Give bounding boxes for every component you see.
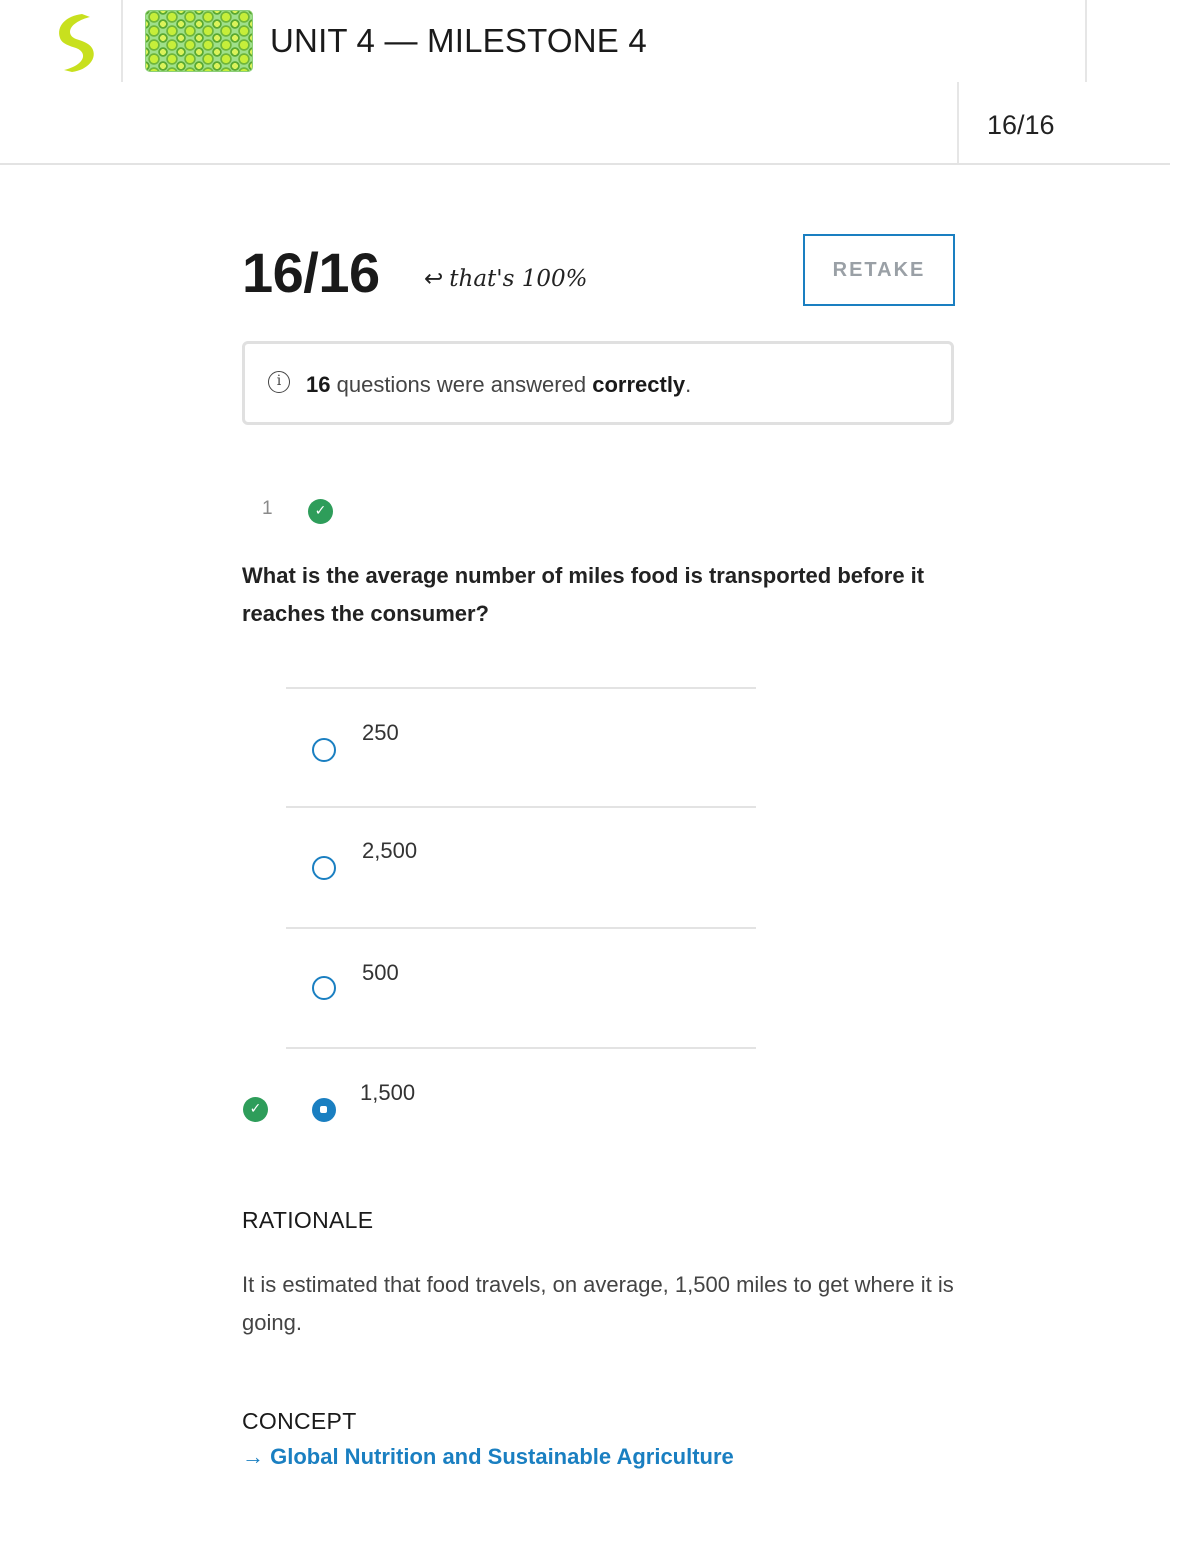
check-circle-icon: ✓ (308, 499, 333, 524)
info-end: . (685, 372, 692, 397)
info-count: 16 (306, 372, 331, 397)
question-text: What is the average number of miles food is transported before it reaches the consumer? (242, 563, 925, 626)
option-divider (286, 1047, 756, 1049)
header-score: 16/16 (987, 110, 1055, 140)
concept-link-label: Global Nutrition and Sustainable Agriculture (270, 1444, 734, 1469)
result-info-text (306, 372, 691, 398)
option-label: 1,500 (360, 1080, 416, 1105)
concept-link[interactable] (242, 1444, 734, 1470)
option-label: 2,500 (362, 838, 418, 863)
option-divider (286, 806, 756, 808)
header-divider (1085, 0, 1087, 82)
concept-heading: CONCEPT (242, 1408, 357, 1434)
unit-thumbnail (145, 10, 253, 72)
arrow-right-icon: → (242, 1444, 264, 1469)
header-divider (121, 0, 123, 82)
info-icon: i (268, 371, 290, 393)
retake-button[interactable]: RETAKE (803, 234, 955, 306)
option-divider (286, 927, 756, 929)
result-score: 16/16 (242, 241, 380, 304)
score-divider (957, 82, 959, 164)
question-number: 1 (262, 498, 273, 519)
header-bottom-border (0, 163, 1170, 165)
option-radio-250[interactable] (312, 738, 336, 762)
rationale-text: It is estimated that food travels, on average, 1,500 miles to get where it is going. (242, 1272, 954, 1335)
annotation-text: that's 100% (449, 266, 588, 292)
curved-arrow-left-icon: ↩ (424, 266, 444, 292)
option-label: 500 (362, 960, 399, 985)
score-annotation (424, 266, 587, 292)
option-divider (286, 687, 756, 689)
info-bold: correctly (592, 372, 686, 397)
option-radio-500[interactable] (312, 976, 336, 1000)
info-middle: questions were answered (336, 372, 587, 397)
option-label: 250 (362, 720, 399, 745)
page-title: UNIT 4 — MILESTONE 4 (270, 22, 647, 59)
option-radio-2500[interactable] (312, 856, 336, 880)
option-radio-1500[interactable] (312, 1098, 336, 1122)
correct-answer-check-icon: ✓ (243, 1097, 268, 1122)
rationale-heading: RATIONALE (242, 1207, 374, 1233)
sophia-logo-icon[interactable] (52, 12, 100, 72)
